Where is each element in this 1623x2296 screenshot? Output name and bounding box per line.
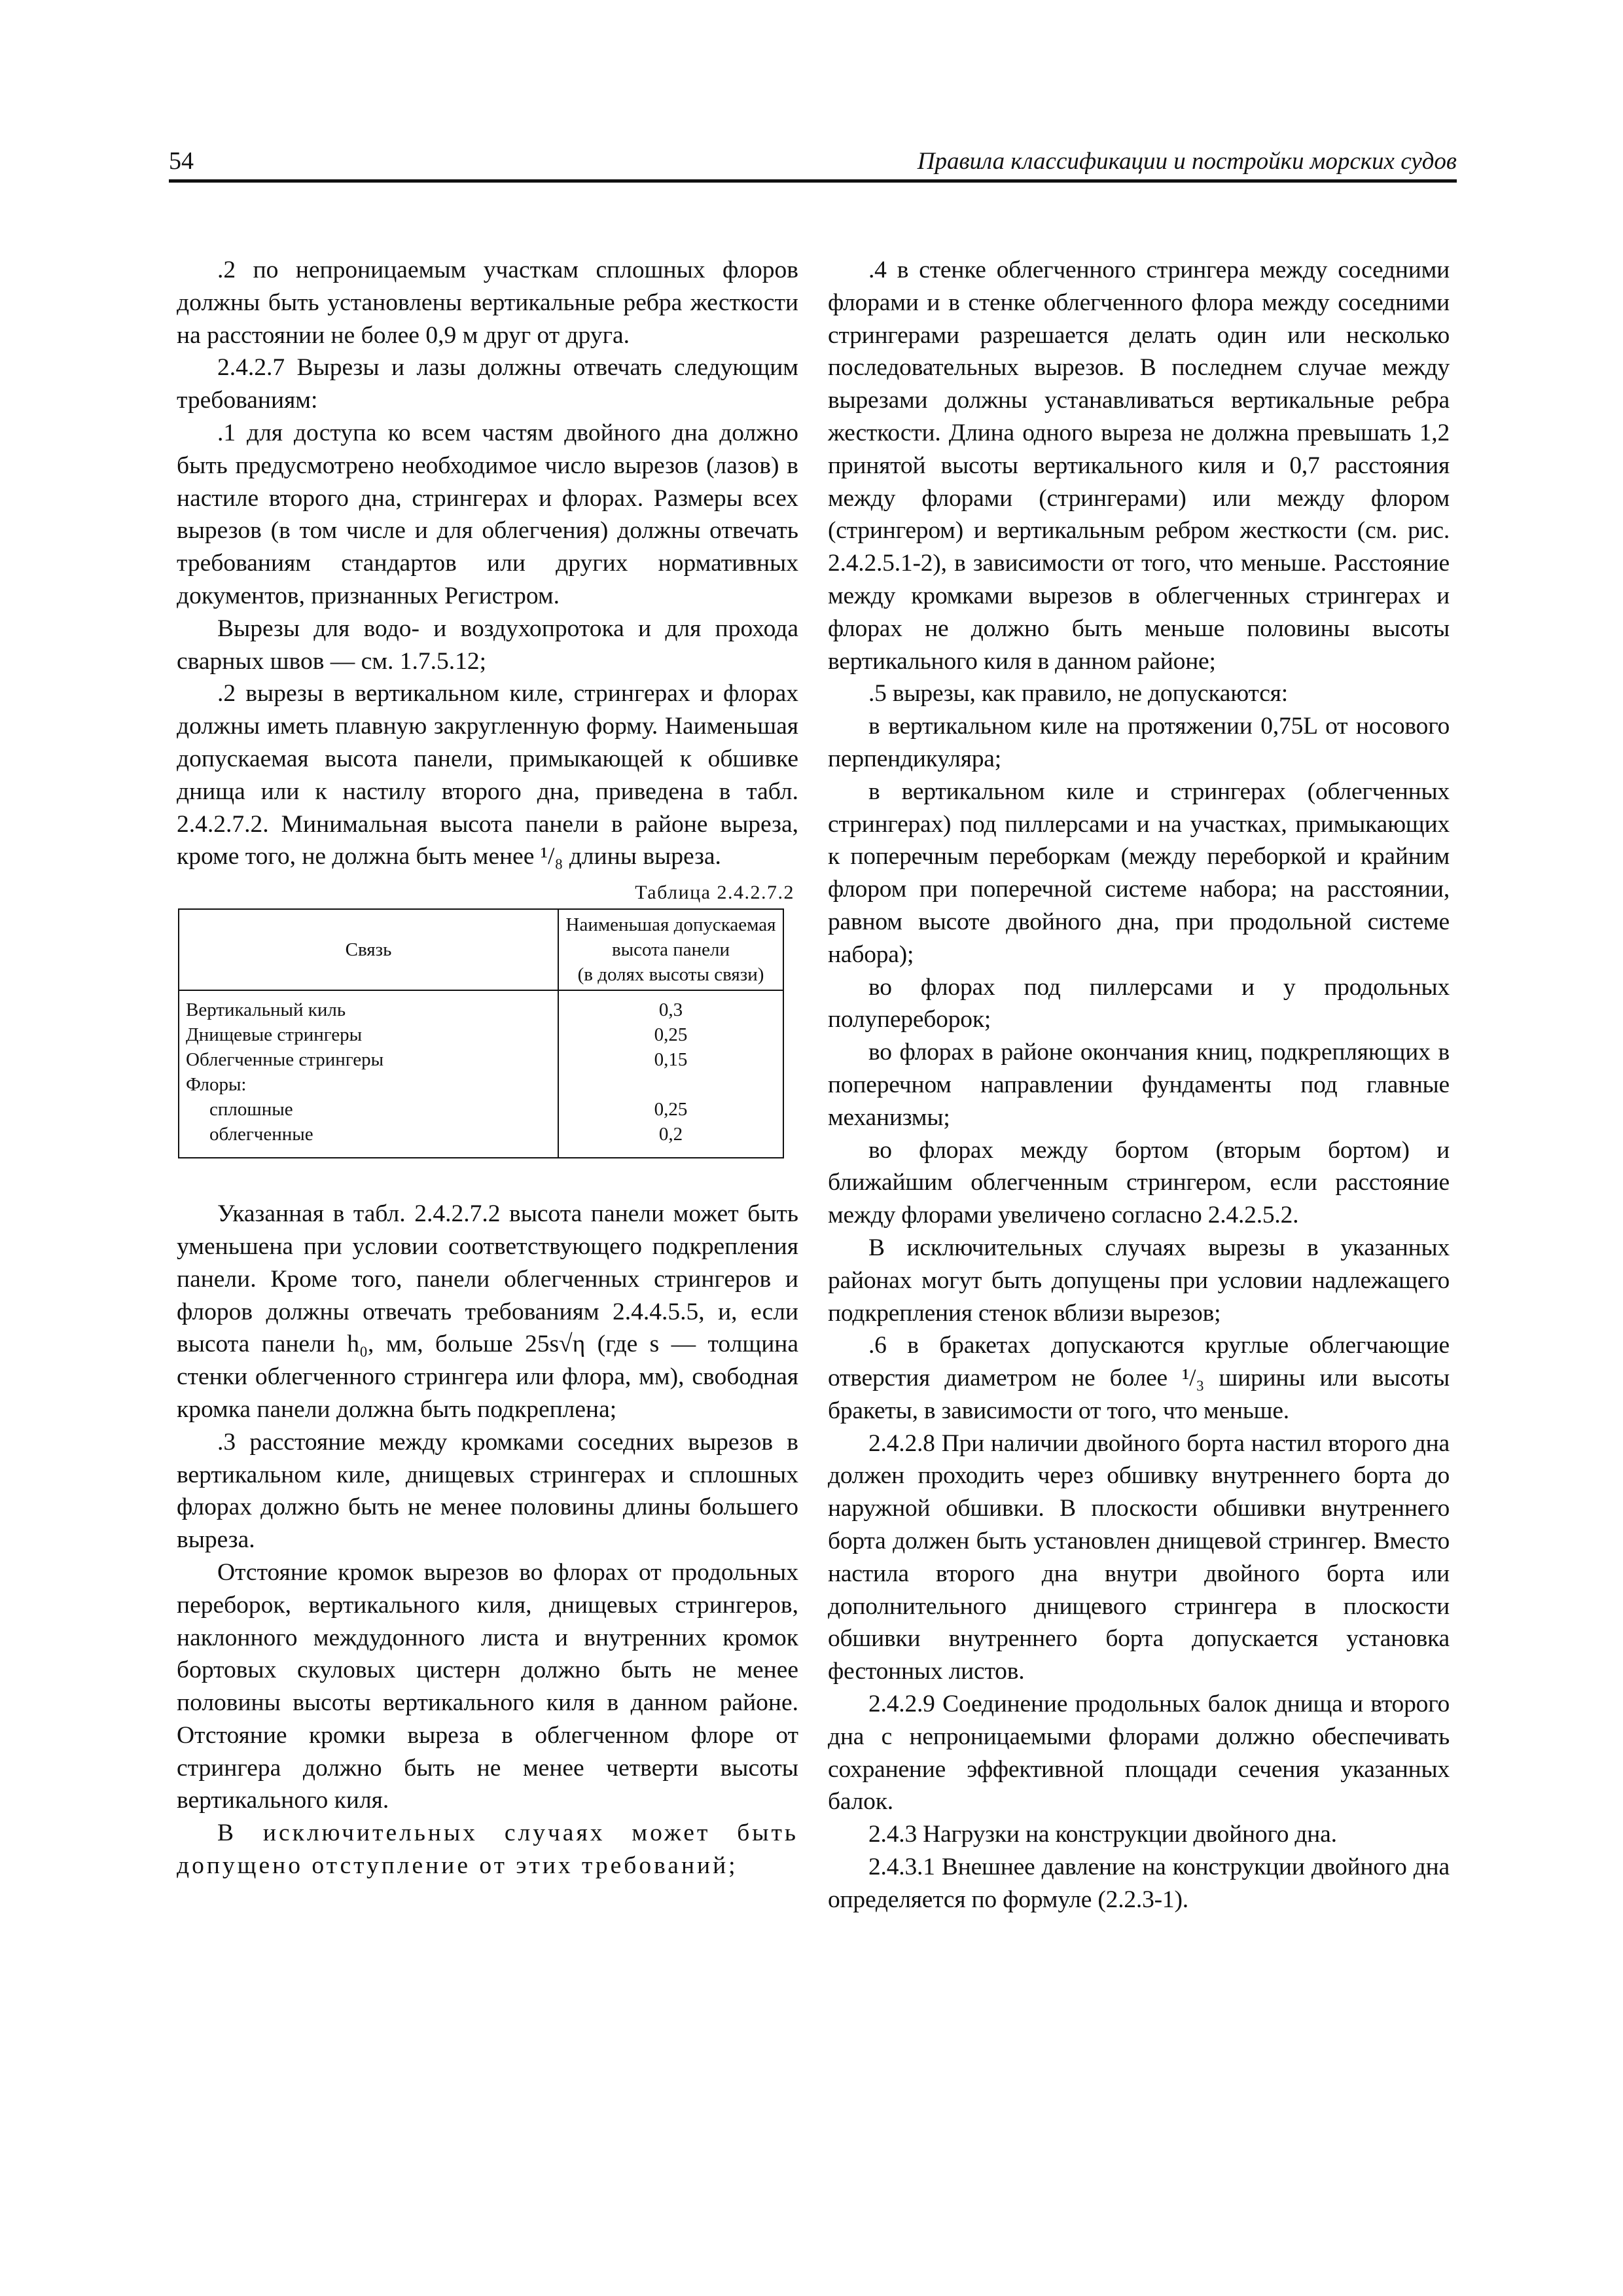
table-cell-value: 0,25: [558, 1097, 783, 1122]
page-number: 54: [169, 147, 194, 175]
table-row: [179, 1022, 783, 1047]
paragraph: .3 расстояние между кромками соседних вырезов в вертикальном киле, днищевых стрингерах и сплошных флорах должно быть не менее половины длины большего выреза.: [177, 1428, 798, 1554]
paragraph: 2.4.2.7 Вырезы и лазы должны отвечать следующим требованиям:: [177, 354, 798, 414]
paragraph: Вырезы для водо- и воздухопротока и для прохода сварных швов — см. 1.7.5.12;: [177, 615, 798, 675]
paragraph: .2 по непроницаемым участкам сплошных флоров должны быть установлены вертикальные ребра жесткости на расстоянии не более 0,9 м друг от друга.: [177, 257, 798, 349]
paragraph: Отстояние кромок вырезов во флорах от продольных переборок, вертикального киля, днищевых стрингеров, наклонного междудонного листа и внутренних кромок бортовых скуловых цистерн должно быть не менее половины высоты вертикального киля в данном районе. Отстояние кромки выреза в облегченном флоре от стрингера должно быть не менее четверти высоты вертикального киля.: [177, 1558, 798, 1814]
paragraph: во флорах в районе окончания книц, подкрепляющих в поперечном направлении фундаменты под главные механизмы;: [828, 1039, 1450, 1131]
table-header-height-line: Наименьшая допускаемая: [565, 914, 776, 936]
table-cell-value: 0,2: [558, 1122, 783, 1158]
table-cell-link: Флоры:: [179, 1072, 558, 1097]
table-cell-link: Облегченные стрингеры: [179, 1047, 558, 1072]
table-row: [179, 990, 783, 1022]
paragraph: .4 в стенке облегченного стрингера между соседними флорами и в стенке облегченного флора между соседними стрингерами разрешается делать один или несколько последовательных вырезов. В последнем случае между вырезами должны устанавливаться вертикальные ребра жесткости. Длина одного выреза не должна превышать 1,2 принятой высоты вертикального киля и 0,7 расстояния между флорами (стрингерами) или между флором (стрингером) и вертикальным ребром жесткости (см. рис. 2.4.2.5.1-2), в зависимости от того, что меньше. Расстояние между кромками вырезов в облегченных стрингерах и флорах не должно быть меньше половины высоты вертикального киля в данном районе;: [828, 257, 1450, 675]
table-cell-value: [558, 1072, 783, 1097]
paragraph: .2 вырезы в вертикальном киле, стрингерах и флорах должны иметь плавную закругленную форму. Наименьшая допускаемая высота панели, примыкающей к обшивке днища или к настилу второго дна, приведена в табл. 2.4.2.7.2. Минимальная высота панели в районе выреза, кроме того, не должна быть менее ¹/₈ длины выреза.: [177, 680, 798, 870]
paragraph: 2.4.2.9 Соединение продольных балок днища и второго дна с непроницаемыми флорами должно обеспечивать сохранение эффективной площади сечения указанных балок.: [828, 1691, 1450, 1816]
table-cell-link: Днищевые стрингеры: [179, 1022, 558, 1047]
running-title: Правила классификации и постройки морских судов: [917, 148, 1457, 175]
table-header-link: Связь: [179, 909, 558, 990]
table-header-height: [558, 909, 783, 990]
paragraph: .5 вырезы, как правило, не допускаются:: [868, 680, 1288, 708]
paragraph: .1 для доступа ко всем частям двойного дна должно быть предусмотрено необходимое число вырезов (лазов) в настиле второго дна, стрингерах и флорах. Размеры всех вырезов (в том числе и для облегчения) должны отвечать требованиям стандартов или других нормативных документов, признанных Регистром.: [177, 419, 798, 609]
paragraph: .6 в бракетах допускаются круглые облегчающие отверстия диаметром не более ¹/₃ ширины или высоты бракеты, в зависимости от того, что меньше.: [828, 1332, 1450, 1424]
table-cell-value: 0,15: [558, 1047, 783, 1072]
table-row: [179, 1047, 783, 1072]
table-header-height-line: (в долях высоты связи): [577, 964, 764, 986]
table-row: [179, 1122, 783, 1158]
right-column: [828, 254, 1450, 1916]
table-cell-value: 0,25: [558, 1022, 783, 1047]
paragraph: в вертикальном киле и стрингерах (облегченных стрингерах) под пиллерсами и на участках, примыкающих к поперечным переборкам (между переборкой и крайним флором при поперечной системе набора; на расстоянии, равном высоте двойного дна, при продольной системе набора);: [828, 778, 1450, 968]
table-row: [179, 1072, 783, 1097]
table-row: [179, 1097, 783, 1122]
spacer: [177, 1158, 798, 1198]
table-cell-link: Вертикальный киль: [179, 990, 558, 1022]
table-cell-link: облегченные: [179, 1122, 558, 1158]
paragraph: В исключительных случаях может быть допущено отступление от этих требований;: [177, 1820, 798, 1880]
paragraph: во флорах под пиллерсами и у продольных полупереборок;: [828, 973, 1450, 1033]
table-cell-link: сплошные: [179, 1097, 558, 1122]
table-caption: Таблица 2.4.2.7.2: [635, 882, 794, 904]
paragraph: 2.4.3.1 Внешнее давление на конструкции двойного дна определяется по формуле (2.2.3-1).: [828, 1854, 1450, 1913]
page-header: [169, 145, 1457, 183]
paragraph: 2.4.2.8 При наличии двойного борта настил второго дна должен проходить через обшивку внутреннего борта до наружной обшивки. В плоскости обшивки внутреннего борта должен быть установлен днищевой стрингер. Вместо настила второго дна внутри двойного борта или дополнительного днищевого стрингера в плоскости обшивки внутреннего борта допускается установка фестонных листов.: [828, 1429, 1450, 1685]
paragraph: в вертикальном киле на протяжении 0,75L от носового перпендикуляра;: [828, 713, 1450, 772]
section-heading: 2.4.3 Нагрузки на конструкции двойного дна.: [868, 1821, 1337, 1848]
left-column: [177, 254, 798, 1882]
panel-height-table: [178, 908, 784, 1158]
table-header-height-line: высота панели: [611, 939, 730, 961]
paragraph: Указанная в табл. 2.4.2.7.2 высота панели может быть уменьшена при условии соответствующего подкрепления панели. Кроме того, панели облегченных стрингеров и флоров должны отвечать требованиям 2.4.4.5.5, и, если высота панели h₀, мм, больше 25s√η (где s — толщина стенки облегченного стрингера или флора, мм), свободная кромка панели должна быть подкреплена;: [177, 1200, 798, 1423]
paragraph: во флорах между бортом (вторым бортом) и ближайшим облегченным стрингером, если расстояние между флорами увеличено согласно 2.4.2.5.2.: [828, 1136, 1450, 1229]
table-cell-value: 0,3: [558, 990, 783, 1022]
paragraph: В исключительных случаях вырезы в указанных районах могут быть допущены при условии надлежащего подкрепления стенок вблизи вырезов;: [828, 1234, 1450, 1327]
